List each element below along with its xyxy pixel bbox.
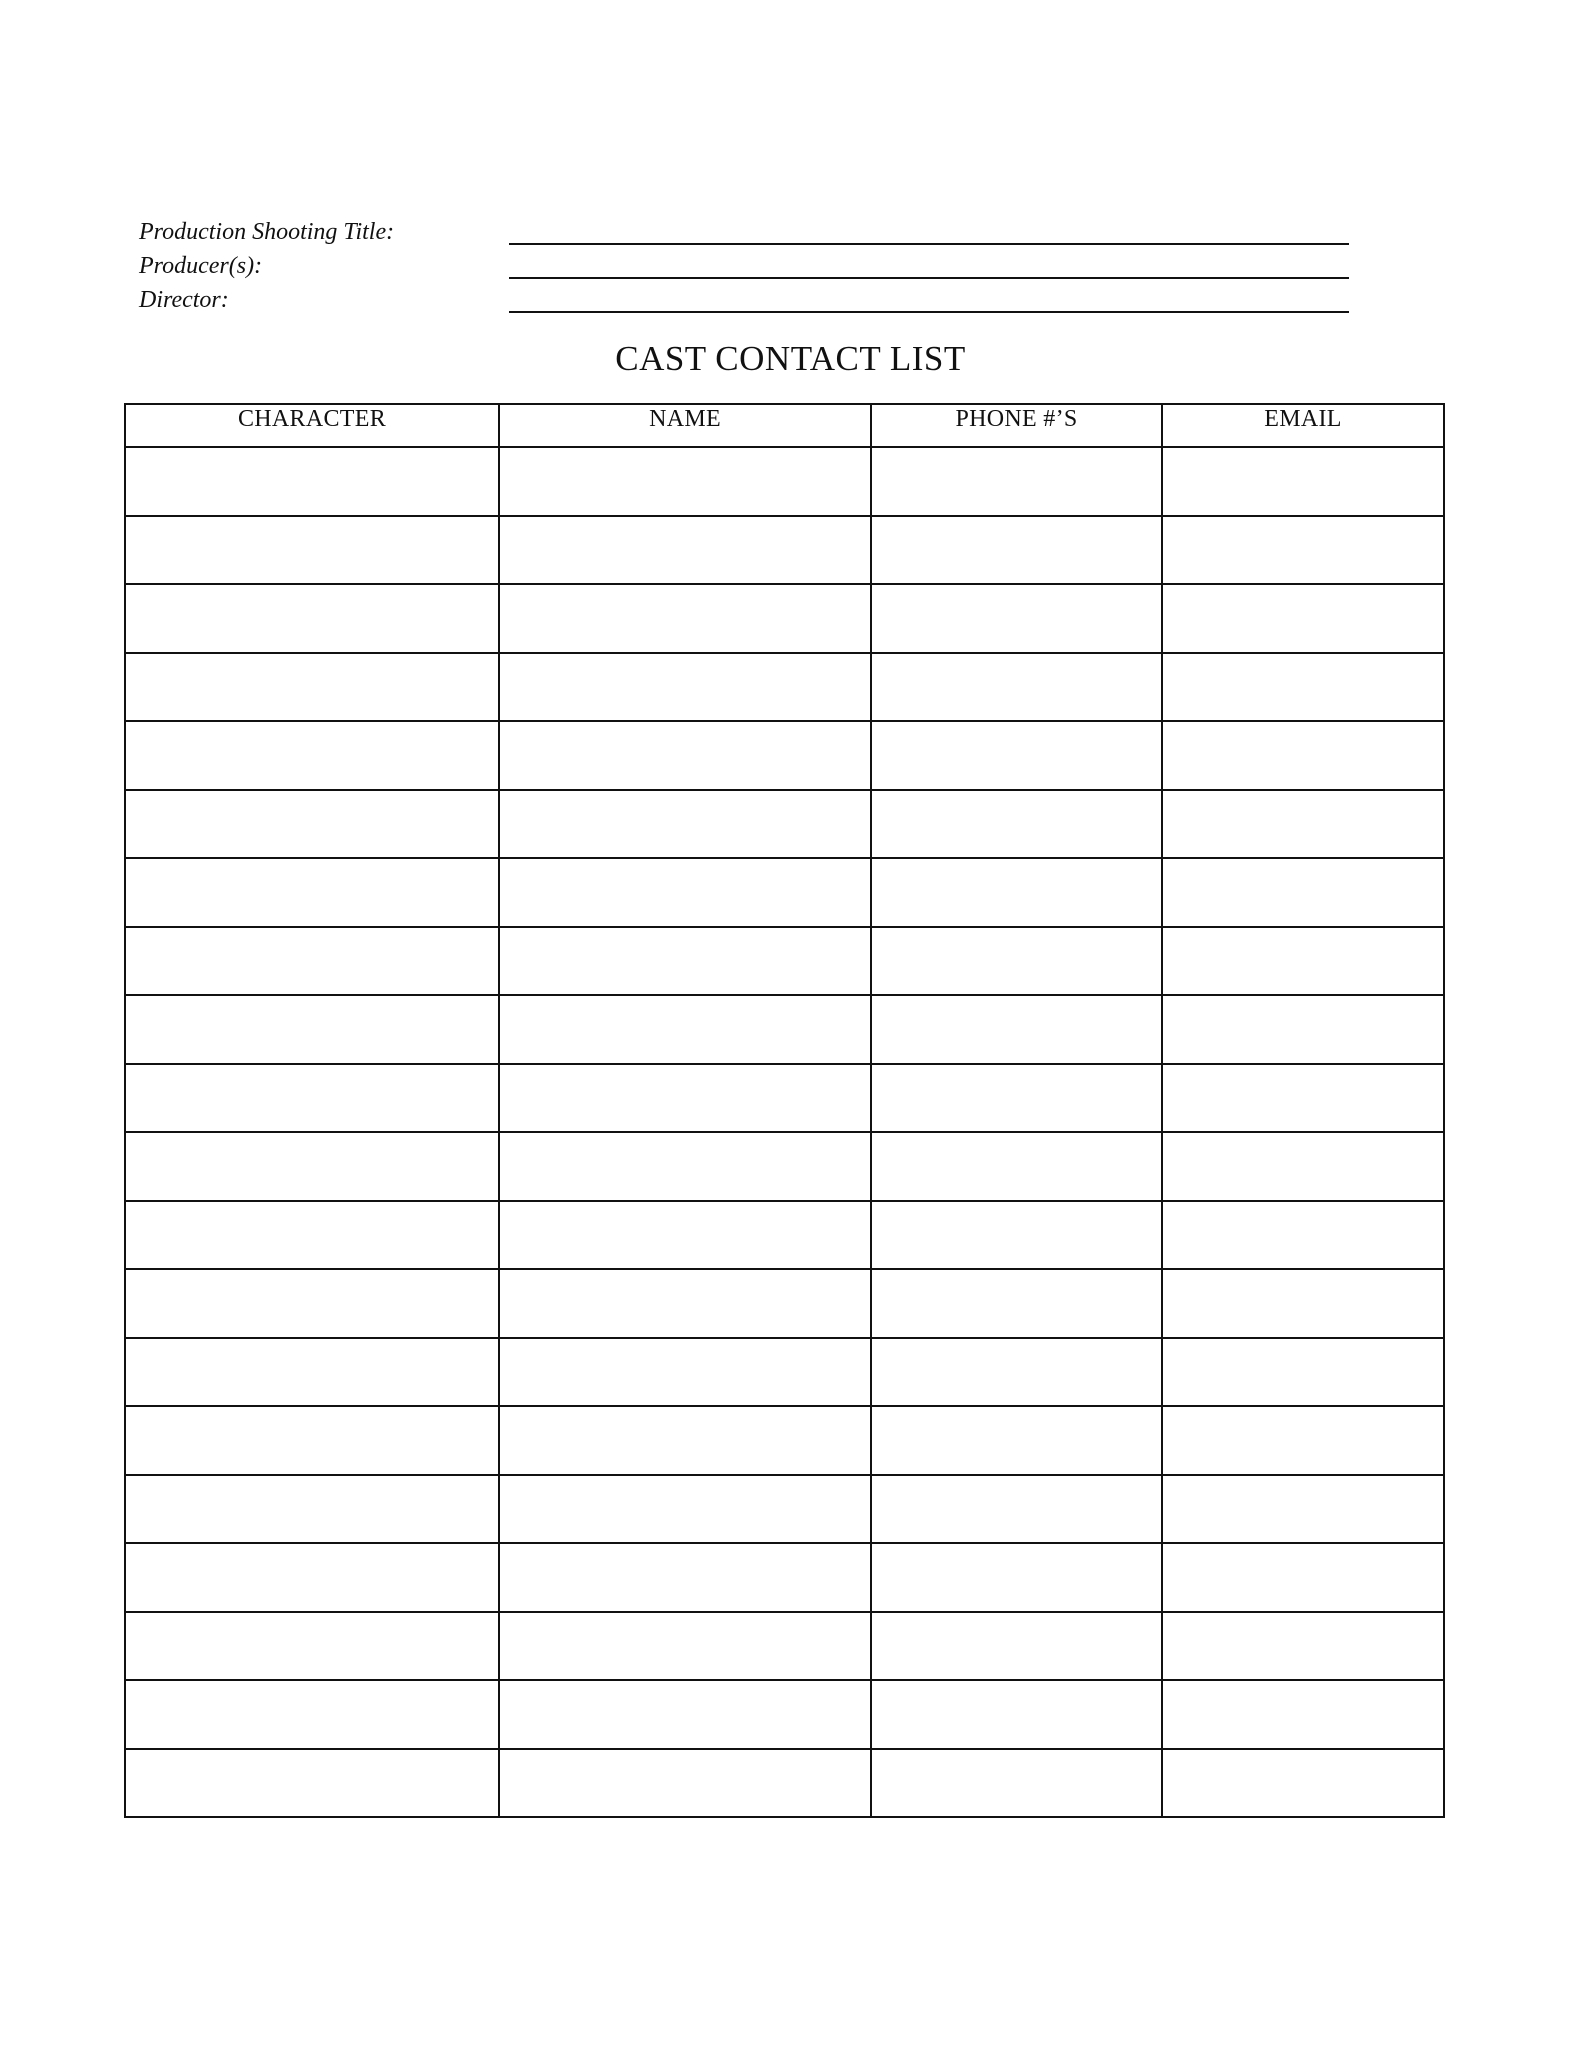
character-cell[interactable] xyxy=(125,584,499,653)
name-cell[interactable] xyxy=(499,1543,871,1612)
producers-label: Producer(s): xyxy=(139,253,263,279)
producers-field xyxy=(139,250,1349,284)
table-row xyxy=(125,1201,1444,1270)
name-cell[interactable] xyxy=(499,1064,871,1133)
phone-cell[interactable] xyxy=(871,1475,1162,1544)
character-cell[interactable] xyxy=(125,858,499,927)
character-cell[interactable] xyxy=(125,1475,499,1544)
character-cell[interactable] xyxy=(125,447,499,516)
cast-contact-table xyxy=(124,403,1445,1818)
character-cell[interactable] xyxy=(125,1543,499,1612)
email-cell[interactable] xyxy=(1162,858,1444,927)
name-cell[interactable] xyxy=(499,1680,871,1749)
email-cell[interactable] xyxy=(1162,1201,1444,1270)
email-cell[interactable] xyxy=(1162,790,1444,859)
table-row xyxy=(125,1406,1444,1475)
producers-blank-line[interactable] xyxy=(509,277,1349,279)
phone-cell[interactable] xyxy=(871,1680,1162,1749)
phone-cell[interactable] xyxy=(871,1269,1162,1338)
director-label: Director: xyxy=(139,287,229,313)
table-row xyxy=(125,584,1444,653)
email-cell[interactable] xyxy=(1162,1269,1444,1338)
phone-cell[interactable] xyxy=(871,1612,1162,1681)
column-header-phone: PHONE #’S xyxy=(871,404,1162,447)
email-cell[interactable] xyxy=(1162,1406,1444,1475)
name-cell[interactable] xyxy=(499,516,871,585)
name-cell[interactable] xyxy=(499,858,871,927)
table-row xyxy=(125,1680,1444,1749)
name-cell[interactable] xyxy=(499,721,871,790)
director-blank-line[interactable] xyxy=(509,311,1349,313)
email-cell[interactable] xyxy=(1162,1612,1444,1681)
table-row xyxy=(125,1475,1444,1544)
character-cell[interactable] xyxy=(125,1132,499,1201)
name-cell[interactable] xyxy=(499,1749,871,1818)
table-row xyxy=(125,653,1444,722)
email-cell[interactable] xyxy=(1162,447,1444,516)
table-row xyxy=(125,927,1444,996)
table-row xyxy=(125,1269,1444,1338)
name-cell[interactable] xyxy=(499,1475,871,1544)
character-cell[interactable] xyxy=(125,1338,499,1407)
table-row xyxy=(125,1749,1444,1818)
table-row xyxy=(125,995,1444,1064)
email-cell[interactable] xyxy=(1162,1064,1444,1133)
production-info-header xyxy=(139,216,1349,318)
table-row xyxy=(125,1338,1444,1407)
name-cell[interactable] xyxy=(499,1269,871,1338)
character-cell[interactable] xyxy=(125,790,499,859)
email-cell[interactable] xyxy=(1162,1338,1444,1407)
phone-cell[interactable] xyxy=(871,653,1162,722)
email-cell[interactable] xyxy=(1162,1749,1444,1818)
name-cell[interactable] xyxy=(499,1338,871,1407)
table-row xyxy=(125,1543,1444,1612)
page-title: CAST CONTACT LIST xyxy=(615,339,966,378)
name-cell[interactable] xyxy=(499,1201,871,1270)
character-cell[interactable] xyxy=(125,721,499,790)
name-cell[interactable] xyxy=(499,653,871,722)
table-row xyxy=(125,790,1444,859)
email-cell[interactable] xyxy=(1162,721,1444,790)
character-cell[interactable] xyxy=(125,653,499,722)
email-cell[interactable] xyxy=(1162,1132,1444,1201)
phone-cell[interactable] xyxy=(871,721,1162,790)
table-body xyxy=(125,447,1444,1817)
email-cell[interactable] xyxy=(1162,995,1444,1064)
table-row xyxy=(125,1132,1444,1201)
name-cell[interactable] xyxy=(499,1406,871,1475)
name-cell[interactable] xyxy=(499,995,871,1064)
email-cell[interactable] xyxy=(1162,927,1444,996)
name-cell[interactable] xyxy=(499,447,871,516)
column-header-character: CHARACTER xyxy=(125,404,499,447)
character-cell[interactable] xyxy=(125,1064,499,1133)
email-cell[interactable] xyxy=(1162,516,1444,585)
production-title-blank-line[interactable] xyxy=(509,243,1349,245)
table-row xyxy=(125,1612,1444,1681)
character-cell[interactable] xyxy=(125,1201,499,1270)
name-cell[interactable] xyxy=(499,1612,871,1681)
table-row xyxy=(125,447,1444,516)
phone-cell[interactable] xyxy=(871,1338,1162,1407)
character-cell[interactable] xyxy=(125,995,499,1064)
table-row xyxy=(125,721,1444,790)
email-cell[interactable] xyxy=(1162,584,1444,653)
phone-cell[interactable] xyxy=(871,927,1162,996)
name-cell[interactable] xyxy=(499,584,871,653)
phone-cell[interactable] xyxy=(871,995,1162,1064)
email-cell[interactable] xyxy=(1162,1475,1444,1544)
phone-cell[interactable] xyxy=(871,447,1162,516)
phone-cell[interactable] xyxy=(871,1132,1162,1201)
table-row xyxy=(125,516,1444,585)
phone-cell[interactable] xyxy=(871,858,1162,927)
name-cell[interactable] xyxy=(499,1132,871,1201)
email-cell[interactable] xyxy=(1162,1680,1444,1749)
phone-cell[interactable] xyxy=(871,1201,1162,1270)
email-cell[interactable] xyxy=(1162,653,1444,722)
phone-cell[interactable] xyxy=(871,584,1162,653)
table-row xyxy=(125,1064,1444,1133)
phone-cell[interactable] xyxy=(871,1406,1162,1475)
director-field xyxy=(139,284,1349,318)
table-header-row xyxy=(125,404,1444,447)
character-cell[interactable] xyxy=(125,1749,499,1818)
character-cell[interactable] xyxy=(125,1680,499,1749)
character-cell[interactable] xyxy=(125,1406,499,1475)
character-cell[interactable] xyxy=(125,927,499,996)
production-title-label: Production Shooting Title: xyxy=(139,219,395,245)
table-row xyxy=(125,858,1444,927)
column-header-email: EMAIL xyxy=(1162,404,1444,447)
phone-cell[interactable] xyxy=(871,516,1162,585)
column-header-name: NAME xyxy=(499,404,871,447)
name-cell[interactable] xyxy=(499,790,871,859)
character-cell[interactable] xyxy=(125,1269,499,1338)
phone-cell[interactable] xyxy=(871,1749,1162,1818)
name-cell[interactable] xyxy=(499,927,871,996)
phone-cell[interactable] xyxy=(871,1064,1162,1133)
phone-cell[interactable] xyxy=(871,790,1162,859)
character-cell[interactable] xyxy=(125,1612,499,1681)
email-cell[interactable] xyxy=(1162,1543,1444,1612)
phone-cell[interactable] xyxy=(871,1543,1162,1612)
production-title-field xyxy=(139,216,1349,250)
character-cell[interactable] xyxy=(125,516,499,585)
